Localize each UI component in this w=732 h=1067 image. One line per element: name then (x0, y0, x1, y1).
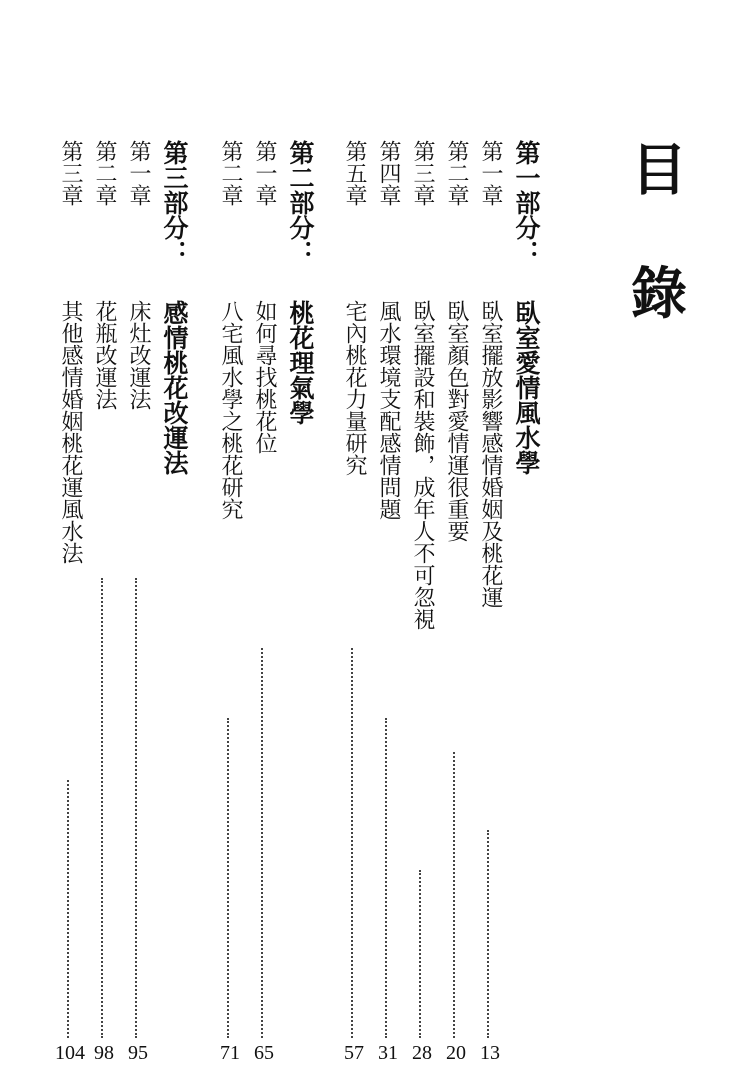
chapter-title: 八宅風水學之桃花研究 (218, 300, 243, 520)
part-title: 臥室愛情風水學 (512, 300, 541, 475)
chapter-title: 宅內桃花力量研究 (342, 300, 367, 476)
page-number: 71 (220, 1042, 240, 1064)
part-title: 感情桃花改運法 (160, 300, 189, 475)
chapter-label: 第三章 (58, 140, 83, 206)
leader-dots (101, 578, 103, 1038)
toc-entry[interactable] (52, 140, 88, 1050)
page-number: 28 (412, 1042, 432, 1064)
chapter-title: 臥室擺放影響感情婚姻及桃花運 (478, 300, 503, 608)
page-number: 104 (55, 1042, 85, 1064)
toc-entry[interactable] (212, 140, 248, 1050)
part-label: 第三部分： (160, 140, 189, 265)
toc-entry[interactable] (472, 140, 508, 1050)
page-number: 13 (480, 1042, 500, 1064)
chapter-title: 風水環境支配感情問題 (376, 300, 401, 520)
page-number: 98 (94, 1042, 114, 1064)
chapter-label: 第五章 (342, 140, 367, 206)
toc-entry[interactable] (438, 140, 474, 1050)
toc-entry[interactable] (370, 140, 406, 1050)
chapter-title: 臥室擺設和裝飾，成年人不可忽視 (410, 300, 435, 630)
part-title: 桃花理氣學 (286, 300, 315, 425)
page-number: 95 (128, 1042, 148, 1064)
toc-entry[interactable] (336, 140, 372, 1050)
leader-dots (351, 648, 353, 1038)
chapter-label: 第一章 (252, 140, 277, 206)
chapter-title: 花瓶改運法 (92, 300, 117, 410)
toc-entry[interactable] (120, 140, 156, 1050)
chapter-label: 第二章 (444, 140, 469, 206)
leader-dots (385, 718, 387, 1038)
leader-dots (67, 780, 69, 1038)
chapter-label: 第三章 (410, 140, 435, 206)
toc-entry[interactable] (86, 140, 122, 1050)
chapter-title: 其他感情婚姻桃花運風水法 (58, 300, 83, 564)
part-heading-2 (282, 140, 318, 1050)
page-number: 57 (344, 1042, 364, 1064)
leader-dots (135, 578, 137, 1038)
chapter-label: 第一章 (126, 140, 151, 206)
chapter-label: 第二章 (218, 140, 243, 206)
chapter-title: 床灶改運法 (126, 300, 151, 410)
toc-entry[interactable] (404, 140, 440, 1050)
part-heading-3 (156, 140, 192, 1050)
chapter-label: 第一章 (478, 140, 503, 206)
leader-dots (227, 718, 229, 1038)
part-heading-1 (508, 140, 544, 1050)
leader-dots (261, 648, 263, 1038)
leader-dots (453, 752, 455, 1038)
page-number: 65 (254, 1042, 274, 1064)
page-title: 目 錄 (622, 140, 688, 344)
chapter-title: 臥室顏色對愛情運很重要 (444, 300, 469, 542)
leader-dots (419, 870, 421, 1038)
chapter-label: 第四章 (376, 140, 401, 206)
toc-entry[interactable] (246, 140, 282, 1050)
part-label: 第二部分： (286, 140, 315, 265)
page-number: 31 (378, 1042, 398, 1064)
chapter-title: 如何尋找桃花位 (252, 300, 277, 454)
page-number: 20 (446, 1042, 466, 1064)
leader-dots (487, 830, 489, 1038)
part-label: 第一部分： (512, 140, 541, 265)
chapter-label: 第二章 (92, 140, 117, 206)
